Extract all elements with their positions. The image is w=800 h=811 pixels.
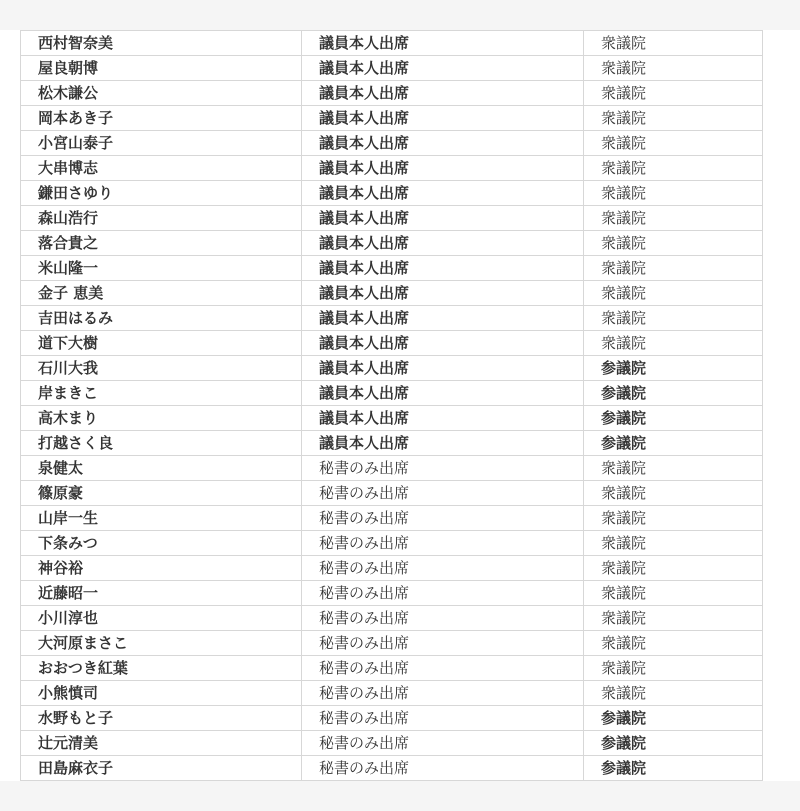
table-row xyxy=(21,631,763,656)
member-name-cell: 落合貴之 xyxy=(21,231,302,256)
member-name-cell: 小川淳也 xyxy=(21,606,302,631)
house-cell: 衆議院 xyxy=(584,256,763,281)
member-name-cell: 近藤昭一 xyxy=(21,581,302,606)
member-name-cell: 森山浩行 xyxy=(21,206,302,231)
member-name-cell: 高木まり xyxy=(21,406,302,431)
house-cell: 衆議院 xyxy=(584,131,763,156)
house-cell: 参議院 xyxy=(584,431,763,456)
house-cell: 参議院 xyxy=(584,731,763,756)
table-row xyxy=(21,206,763,231)
house-cell: 衆議院 xyxy=(584,656,763,681)
house-cell: 衆議院 xyxy=(584,606,763,631)
attendance-status-cell: 議員本人出席 xyxy=(302,431,584,456)
table-row xyxy=(21,656,763,681)
attendance-status-cell: 議員本人出席 xyxy=(302,131,584,156)
attendance-status-cell: 議員本人出席 xyxy=(302,381,584,406)
house-cell: 衆議院 xyxy=(584,281,763,306)
attendance-status-cell: 議員本人出席 xyxy=(302,156,584,181)
attendance-table-body xyxy=(21,31,763,781)
attendance-status-cell: 議員本人出席 xyxy=(302,181,584,206)
house-cell: 衆議院 xyxy=(584,331,763,356)
attendance-status-cell: 議員本人出席 xyxy=(302,256,584,281)
member-name-cell: 松木謙公 xyxy=(21,81,302,106)
attendance-status-cell: 議員本人出席 xyxy=(302,331,584,356)
table-row xyxy=(21,156,763,181)
member-name-cell: 大河原まさこ xyxy=(21,631,302,656)
house-cell: 参議院 xyxy=(584,406,763,431)
table-row xyxy=(21,556,763,581)
attendance-status-cell: 秘書のみ出席 xyxy=(302,706,584,731)
attendance-status-cell: 秘書のみ出席 xyxy=(302,731,584,756)
attendance-status-cell: 秘書のみ出席 xyxy=(302,631,584,656)
table-row xyxy=(21,406,763,431)
table-row xyxy=(21,756,763,781)
table-row xyxy=(21,181,763,206)
table-row xyxy=(21,281,763,306)
house-cell: 衆議院 xyxy=(584,631,763,656)
house-cell: 衆議院 xyxy=(584,506,763,531)
table-row xyxy=(21,256,763,281)
member-name-cell: 吉田はるみ xyxy=(21,306,302,331)
member-name-cell: 打越さく良 xyxy=(21,431,302,456)
house-cell: 衆議院 xyxy=(584,31,763,56)
table-row xyxy=(21,706,763,731)
attendance-status-cell: 秘書のみ出席 xyxy=(302,481,584,506)
attendance-status-cell: 秘書のみ出席 xyxy=(302,506,584,531)
table-row xyxy=(21,81,763,106)
house-cell: 衆議院 xyxy=(584,156,763,181)
member-name-cell: 下条みつ xyxy=(21,531,302,556)
table-row xyxy=(21,731,763,756)
house-cell: 衆議院 xyxy=(584,581,763,606)
member-name-cell: 大串博志 xyxy=(21,156,302,181)
table-row xyxy=(21,356,763,381)
member-name-cell: 西村智奈美 xyxy=(21,31,302,56)
house-cell: 衆議院 xyxy=(584,306,763,331)
member-name-cell: 小宮山泰子 xyxy=(21,131,302,156)
table-row xyxy=(21,531,763,556)
attendance-status-cell: 議員本人出席 xyxy=(302,281,584,306)
table-row xyxy=(21,681,763,706)
house-cell: 参議院 xyxy=(584,356,763,381)
house-cell: 参議院 xyxy=(584,381,763,406)
attendance-status-cell: 秘書のみ出席 xyxy=(302,606,584,631)
table-row xyxy=(21,331,763,356)
attendance-status-cell: 議員本人出席 xyxy=(302,206,584,231)
attendance-status-cell: 議員本人出席 xyxy=(302,306,584,331)
table-row xyxy=(21,456,763,481)
house-cell: 衆議院 xyxy=(584,681,763,706)
member-name-cell: 道下大樹 xyxy=(21,331,302,356)
member-name-cell: 辻元清美 xyxy=(21,731,302,756)
house-cell: 衆議院 xyxy=(584,556,763,581)
member-name-cell: 米山隆一 xyxy=(21,256,302,281)
member-name-cell: 屋良朝博 xyxy=(21,56,302,81)
table-row xyxy=(21,306,763,331)
member-name-cell: 金子 恵美 xyxy=(21,281,302,306)
table-row xyxy=(21,381,763,406)
document-sheet xyxy=(0,30,800,781)
table-row xyxy=(21,481,763,506)
attendance-status-cell: 秘書のみ出席 xyxy=(302,656,584,681)
table-row xyxy=(21,31,763,56)
table-row xyxy=(21,231,763,256)
house-cell: 衆議院 xyxy=(584,231,763,256)
house-cell: 衆議院 xyxy=(584,106,763,131)
table-row xyxy=(21,56,763,81)
attendance-status-cell: 秘書のみ出席 xyxy=(302,681,584,706)
house-cell: 衆議院 xyxy=(584,81,763,106)
attendance-table xyxy=(20,30,763,781)
table-row xyxy=(21,581,763,606)
attendance-status-cell: 秘書のみ出席 xyxy=(302,531,584,556)
table-row xyxy=(21,431,763,456)
attendance-status-cell: 議員本人出席 xyxy=(302,356,584,381)
member-name-cell: 篠原豪 xyxy=(21,481,302,506)
table-row xyxy=(21,606,763,631)
house-cell: 衆議院 xyxy=(584,531,763,556)
member-name-cell: 鎌田さゆり xyxy=(21,181,302,206)
member-name-cell: 石川大我 xyxy=(21,356,302,381)
attendance-status-cell: 議員本人出席 xyxy=(302,231,584,256)
house-cell: 参議院 xyxy=(584,756,763,781)
attendance-status-cell: 議員本人出席 xyxy=(302,31,584,56)
member-name-cell: 山岸一生 xyxy=(21,506,302,531)
member-name-cell: 小熊慎司 xyxy=(21,681,302,706)
attendance-status-cell: 議員本人出席 xyxy=(302,106,584,131)
table-row xyxy=(21,106,763,131)
attendance-status-cell: 秘書のみ出席 xyxy=(302,581,584,606)
table-row xyxy=(21,131,763,156)
house-cell: 衆議院 xyxy=(584,206,763,231)
member-name-cell: 神谷裕 xyxy=(21,556,302,581)
house-cell: 参議院 xyxy=(584,706,763,731)
attendance-status-cell: 議員本人出席 xyxy=(302,81,584,106)
house-cell: 衆議院 xyxy=(584,481,763,506)
member-name-cell: 水野もと子 xyxy=(21,706,302,731)
member-name-cell: 岸まきこ xyxy=(21,381,302,406)
member-name-cell: 岡本あき子 xyxy=(21,106,302,131)
table-row xyxy=(21,506,763,531)
house-cell: 衆議院 xyxy=(584,56,763,81)
member-name-cell: 泉健太 xyxy=(21,456,302,481)
house-cell: 衆議院 xyxy=(584,181,763,206)
attendance-status-cell: 議員本人出席 xyxy=(302,56,584,81)
attendance-status-cell: 秘書のみ出席 xyxy=(302,456,584,481)
attendance-status-cell: 秘書のみ出席 xyxy=(302,756,584,781)
attendance-status-cell: 議員本人出席 xyxy=(302,406,584,431)
member-name-cell: おおつき紅葉 xyxy=(21,656,302,681)
member-name-cell: 田島麻衣子 xyxy=(21,756,302,781)
attendance-status-cell: 秘書のみ出席 xyxy=(302,556,584,581)
house-cell: 衆議院 xyxy=(584,456,763,481)
